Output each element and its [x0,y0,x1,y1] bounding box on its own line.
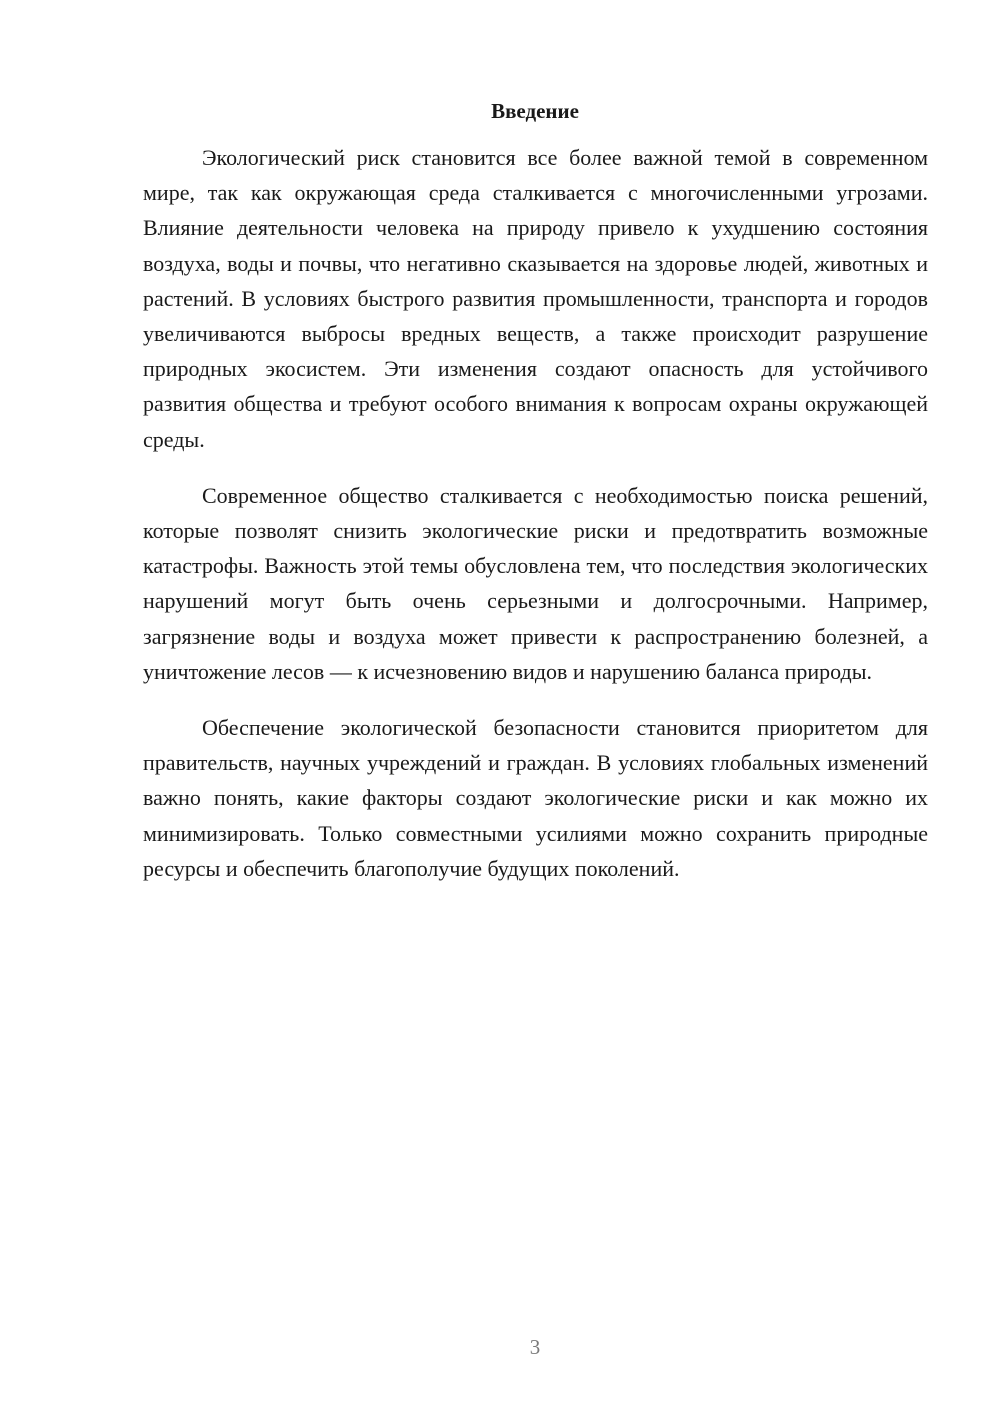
paragraph-1: Экологический риск становится все более важной темой в современном мире, так как окружающая среда сталкивается с многочисленными угрозами. Влияние деятельности человека на природу привело к ухудшению состояния воздуха, воды и почвы, что негативно сказывается на здоровье людей, животных и растений. В условиях быстрого развития промышленности, транспорта и городов увеличиваются выбросы вредных веществ, а также происходит разрушение природных экосистем. Эти изменения создают опасность для устойчивого развития общества и требуют особого внимания к вопросам охраны окружающей среды. [143,145,928,452]
page-number: 3 [529,1335,541,1359]
body-text [143,140,928,907]
paragraph-3: Обеспечение экологической безопасности становится приоритетом для правительств, научных учреждений и граждан. В условиях глобальных изменений важно понять, какие факторы создают экологические риски и как можно их минимизировать. Только совместными усилиями можно сохранить природные ресурсы и обеспечить благополучие будущих поколений. [143,715,928,881]
section-title: Введение [491,99,579,123]
paragraph-2: Современное общество сталкивается с необходимостью поиска решений, которые позволят снизить экологические риски и предотвратить возможные катастрофы. Важность этой темы обусловлена тем, что последствия экологических нарушений могут быть очень серьезными и долгосрочными. Например, загрязнение воды и воздуха может привести к распространению болезней, а уничтожение лесов — к исчезновению видов и нарушению баланса природы. [143,482,928,684]
